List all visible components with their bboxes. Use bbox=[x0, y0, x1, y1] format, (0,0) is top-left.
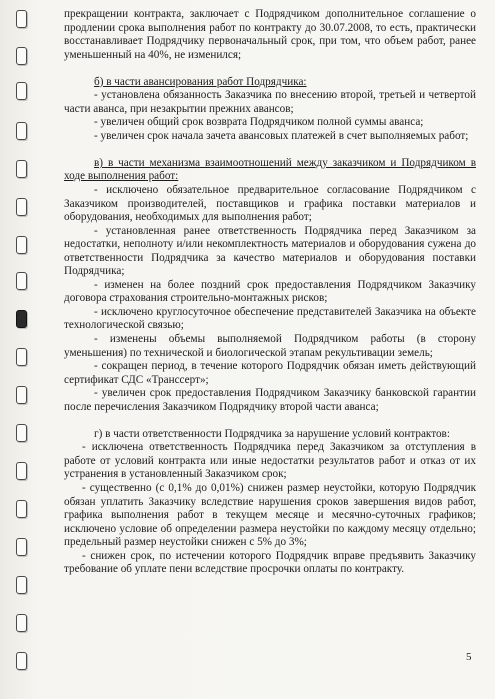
binding-hole bbox=[16, 576, 27, 594]
binding-hole bbox=[16, 160, 27, 178]
binding-hole bbox=[16, 614, 27, 632]
paragraph: прекращении контракта, заключает с Подрядчиком дополнительное соглашение о продлении срока выполнения работ по контракту до 30.07.2008, то есть, практически восстанавливает Подрядчику первоначальный срок, при том, что объем работ, ранее уменьшенный на 40%, не изменился; bbox=[64, 8, 476, 61]
binding-hole bbox=[16, 122, 27, 140]
page-number: 5 bbox=[466, 651, 472, 663]
binding-hole bbox=[16, 652, 27, 670]
binding-hole bbox=[16, 500, 27, 518]
list-item: - установленная ранее ответственность Подрядчика перед Заказчиком за недостатки, неполноту и/или некомплектность материалов и оборудования сужена до ответственности Подрядчика за качество материалов и оборудования поставки Подрядчика; bbox=[64, 224, 476, 278]
binding-holes bbox=[14, 10, 34, 690]
section-heading-g: г) в части ответственности Подрядчика за нарушение условий контрактов: bbox=[94, 427, 450, 440]
binding-hole bbox=[16, 198, 27, 216]
binding-hole bbox=[16, 424, 27, 442]
list-item: - исключено круглосуточное обеспечение представителей Заказчика на объекте технологической связью; bbox=[64, 305, 476, 332]
list-item: - сокращен период, в течение которого Подрядчик обязан иметь действующий сертификат СДС «Транссерт»; bbox=[64, 360, 476, 386]
list-item: - увеличен общий срок возврата Подрядчиком полной суммы аванса; bbox=[94, 116, 424, 129]
list-item: - существенно (с 0,1% до 0,01%) снижен размер неустойки, которую Подрядчик обязан уплатить Заказчику вследствие нарушения сроков завершения видов работ, графика выполнения работ в текущем месяце и месячно-суточных графиков; исключено условие об определении размера неустойки по каждому месяцу отдельно; предельный размер неустойки снижен с 5% до 3%; bbox=[64, 482, 476, 549]
binding-hole bbox=[16, 386, 27, 404]
list-item: - исключена ответственность Подрядчика перед Заказчиком за отступления в работе от условий контракта или иные недостатки результатов работ и отказ от их устранения в установленный Заказчиком срок; bbox=[64, 441, 476, 481]
binding-hole bbox=[16, 236, 27, 254]
list-item: - изменен на более поздний срок предоставления Подрядчиком Заказчику договора страхования строительно-монтажных рисков; bbox=[64, 278, 476, 305]
binding-hole bbox=[16, 47, 27, 65]
binding-hole bbox=[16, 310, 27, 328]
list-item: - увеличен срок начала зачета авансовых платежей в счет выполняемых работ; bbox=[94, 129, 469, 142]
binding-hole bbox=[16, 538, 27, 556]
binding-hole bbox=[16, 272, 27, 290]
list-item: - снижен срок, по истечении которого Подрядчик вправе предъявить Заказчику требование об уплате пени вследствие просрочки оплаты по контракту. bbox=[64, 549, 476, 576]
list-item: - исключено обязательное предварительное согласование Подрядчиком с Заказчиком производителей, поставщиков и графика поставки материалов и оборудования, необходимых для выполнения работ; bbox=[64, 184, 476, 224]
list-item: - установлена обязанность Заказчика по внесению второй, третьей и четвертой части аванса, при незакрытии прежних авансов; bbox=[64, 89, 476, 115]
list-item: - изменены объемы выполняемой Подрядчиком работы (в сторону уменьшения) по технической и биологической этапам рекультивации земель; bbox=[64, 333, 476, 359]
binding-hole bbox=[16, 348, 27, 366]
section-heading-v: в) в части механизма взаимоотношений между заказчиком и Подрядчиком в ходе выполнения работ: bbox=[64, 156, 476, 183]
list-item: - увеличен срок предоставления Подрядчиком Заказчику банковской гарантии после перечисления Заказчиком Подрядчику второй части аванса; bbox=[64, 387, 476, 413]
binding-hole bbox=[16, 82, 27, 100]
binding-hole bbox=[16, 462, 27, 480]
binding-hole bbox=[16, 10, 27, 28]
document-body bbox=[64, 8, 476, 577]
section-heading-b: б) в части авансирования работ Подрядчика: bbox=[94, 75, 307, 88]
